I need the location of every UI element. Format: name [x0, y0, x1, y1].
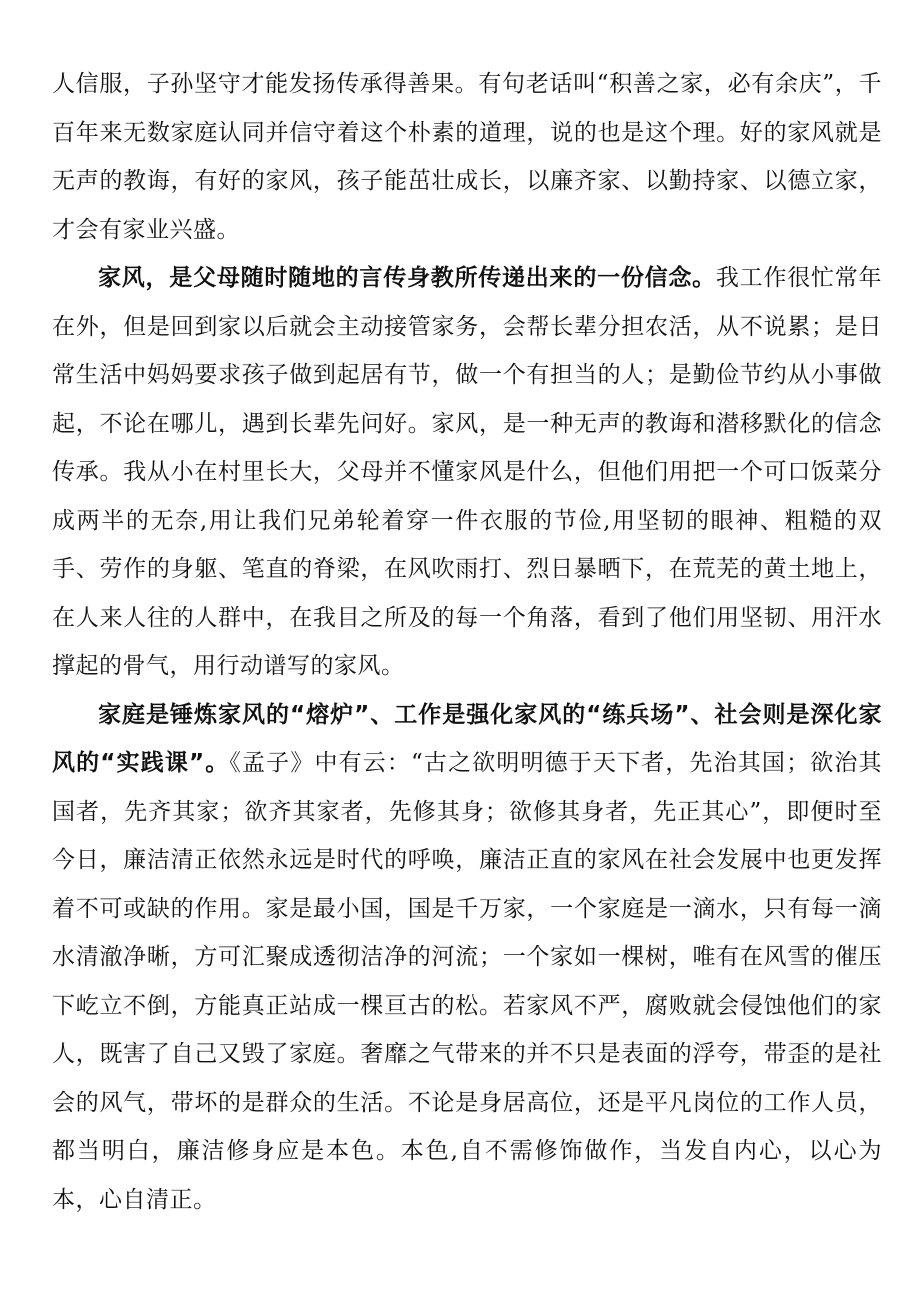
paragraph-2-lead: 家风，是父母随时随地的言传身教所传递出来的一份信念。 — [98, 265, 716, 291]
paragraph-2 — [52, 254, 882, 691]
document-page — [52, 60, 882, 1224]
paragraph-3-lead: 家庭是锤炼家风的“熔炉”、工作是强化家风的“练兵场”、社会则是深化家风的“实践课”。 — [52, 701, 882, 776]
paragraph-3-body: 《孟子》中有云：“古之欲明明德于天下者，先治其国；欲治其国者，先齐其家；欲齐其家者，先修其身；欲修其身者，先正其心”，即便时至今日，廉洁清正依然永远是时代的呼唤，廉洁正直的家风在社会发展中也更发挥着不可或缺的作用。家是最小国，国是千万家，一个家庭是一滴水，只有每一滴水清澈净晰，方可汇聚成透彻洁净的河流；一个家如一棵树，唯有在风雪的催压下屹立不倒，方能真正站成一棵亘古的松。若家风不严，腐败就会侵蚀他们的家人，既害了自己又毁了家庭。奢靡之气带来的并不只是表面的浮夸，带歪的是社会的风气，带坏的是群众的生活。不论是身居高位，还是平凡岗位的工作人员，都当明白，廉洁修身应是本色。本色,自不需修饰做作，当发自内心，以心为本，心自清正。 — [52, 750, 883, 1213]
paragraph-1 — [52, 60, 882, 254]
paragraph-3 — [52, 691, 882, 1225]
paragraph-2-body: 我工作很忙常年在外，但是回到家以后就会主动接管家务，会帮长辈分担农活，从不说累；是日常生活中妈妈要求孩子做到起居有节，做一个有担当的人；是勤俭节约从小事做起，不论在哪儿，遇到长辈先问好。家风，是一种无声的教诲和潜移默化的信念传承。我从小在村里长大，父母并不懂家风是什么，但他们用把一个可口饭菜分成两半的无奈,用让我们兄弟轮着穿一件衣服的节俭,用坚韧的眼神、粗糙的双手、劳作的身躯、笔直的脊梁，在风吹雨打、烈日暴晒下，在荒芜的黄土地上，在人来人往的人群中，在我目之所及的每一个角落，看到了他们用坚韧、用汗水撑起的骨气，用行动谱写的家风。 — [52, 265, 882, 679]
paragraph-1-body: 人信服，子孙坚守才能发扬传承得善果。有句老话叫“积善之家，必有余庆”，千百年来无数家庭认同并信守着这个朴素的道理，说的也是这个理。好的家风就是无声的教诲，有好的家风，孩子能茁壮成长，以廉齐家、以勤持家、以德立家，才会有家业兴盛。 — [52, 71, 882, 243]
